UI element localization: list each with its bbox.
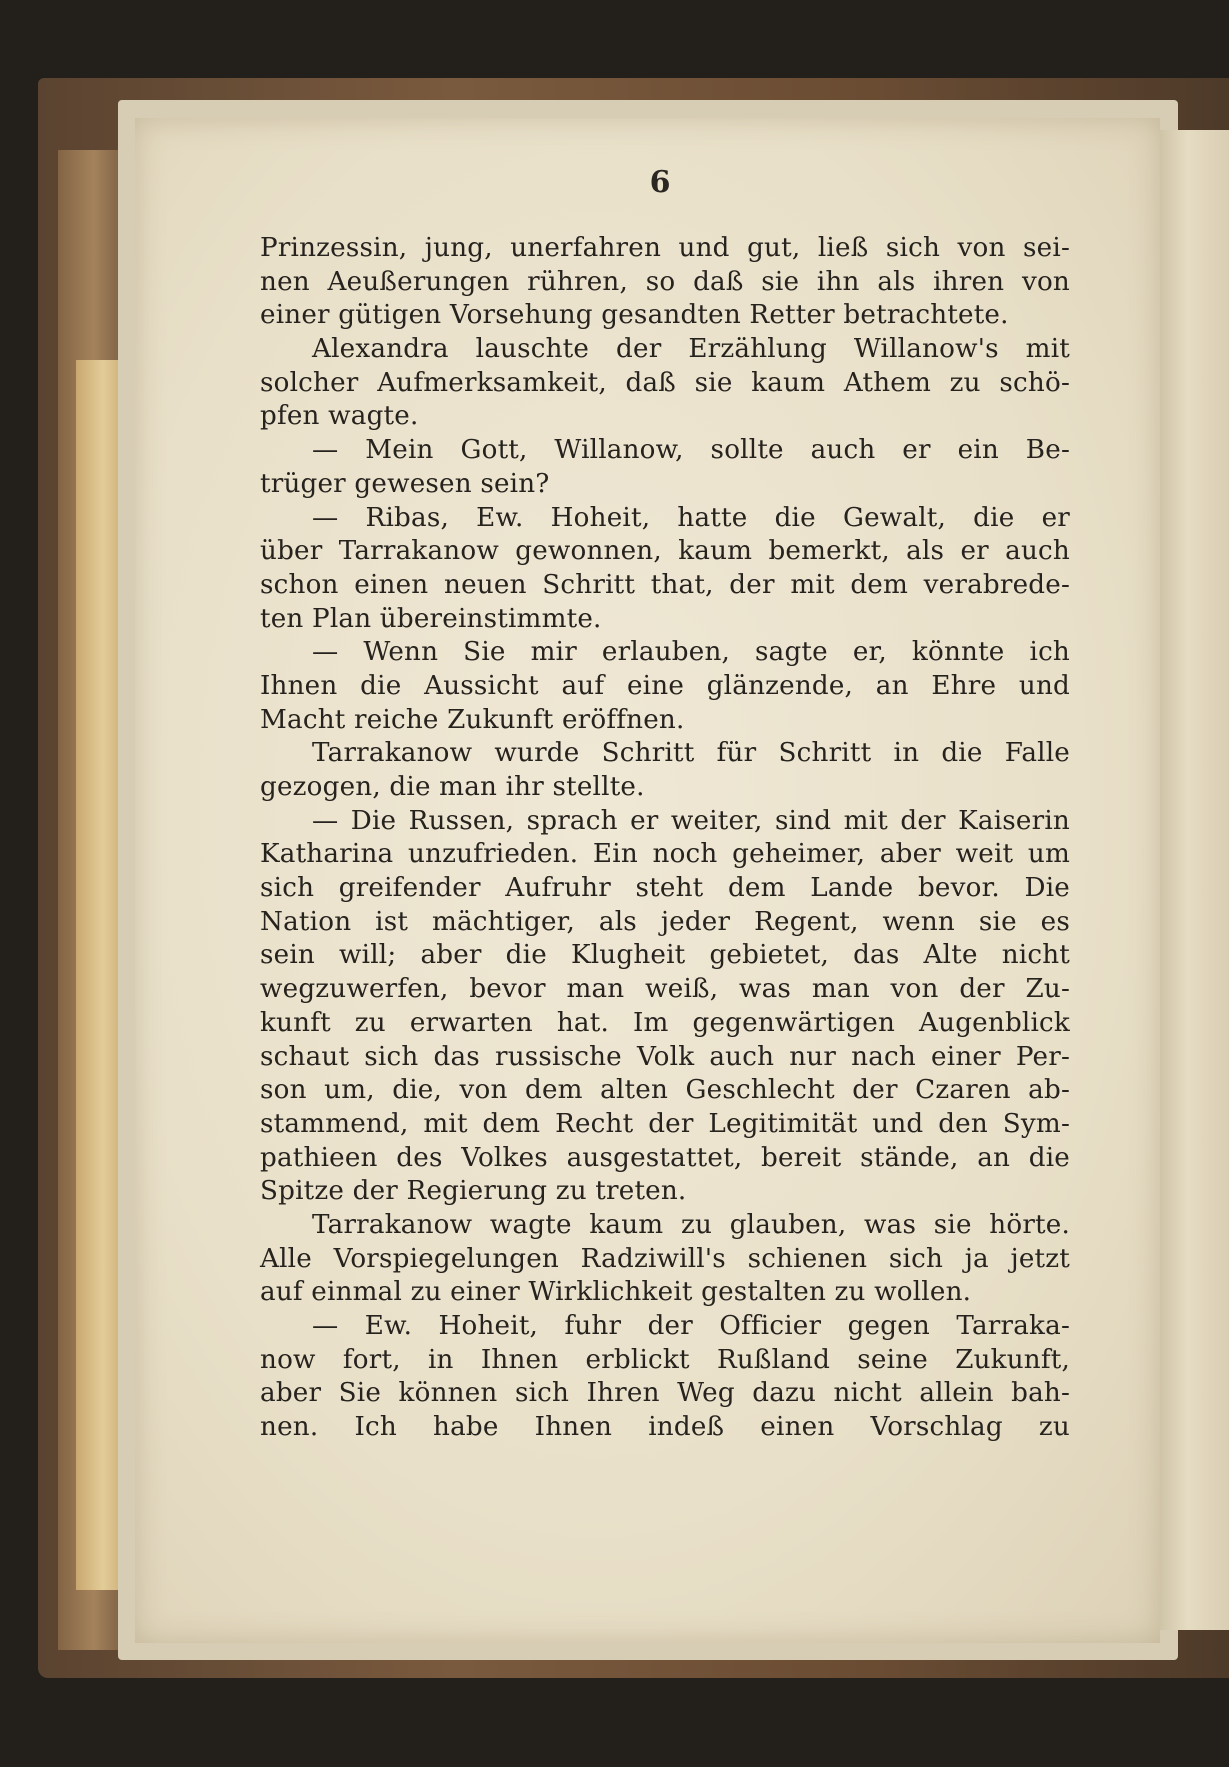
text-line: Macht reiche Zukunft eröffnen. [260, 704, 685, 735]
text-line: schon einen neuen Schritt that, der mit dem verabrede- [260, 569, 1070, 600]
text-line: einer gütigen Vorsehung gesandten Retter betrachtete. [260, 300, 1009, 331]
text-line: Alexandra lauschte der Erzählung Willanow's mit [312, 334, 1070, 365]
text-line: schaut sich das russische Volk auch nur nach einer Per- [260, 1041, 1070, 1072]
text-line: kunft zu erwarten hat. Im gegenwärtigen Augenblick [260, 1007, 1070, 1038]
text-line: über Tarrakanow gewonnen, kaum bemerkt, als er auch [260, 536, 1070, 567]
text-line: Katharina unzufrieden. Ein noch geheimer, aber weit um [260, 839, 1070, 870]
text-line: auf einmal zu einer Wirklichkeit gestalten zu wollen. [260, 1277, 972, 1308]
text-line: — Ribas, Ew. Hoheit, hatte die Gewalt, die er [312, 502, 1070, 533]
body-text [260, 232, 1070, 1445]
text-line: gezogen, die man ihr stellte. [260, 772, 645, 802]
text-line: trüger gewesen sein? [260, 468, 550, 499]
text-line: Nation ist mächtiger, als jeder Regent, wenn sie es [260, 906, 1070, 937]
text-line: — Wenn Sie mir erlauben, sagte er, könnte ich [312, 637, 1070, 668]
text-line: ten Plan übereinstimmte. [260, 603, 602, 634]
text-line: son um, die, von dem alten Geschlecht der Czaren ab- [260, 1075, 1070, 1106]
text-line: — Die Russen, sprach er weiter, sind mit der Kaiserin [312, 805, 1070, 836]
text-line: solcher Aufmerksamkeit, daß sie kaum Athem zu schö- [260, 367, 1070, 398]
text-line: Tarrakanow wagte kaum zu glauben, was sie hörte. [312, 1209, 1070, 1240]
text-line: Spitze der Regierung zu treten. [260, 1176, 687, 1207]
text-line: sein will; aber die Klugheit gebietet, das Alte nicht [260, 940, 1070, 971]
text-line: aber Sie können sich Ihren Weg dazu nicht allein bah- [260, 1378, 1070, 1409]
text-line: — Mein Gott, Willanow, sollte auch er ein Be- [312, 435, 1070, 466]
facing-page-edge [1160, 130, 1229, 1630]
text-line: Alle Vorspiegelungen Radziwill's schienen sich ja jetzt [260, 1243, 1070, 1274]
text-line: pathieen des Volkes ausgestattet, bereit stände, an die [260, 1142, 1070, 1173]
text-line: now fort, in Ihnen erblickt Rußland seine Zukunft, [260, 1344, 1070, 1375]
text-line: nen. Ich habe Ihnen indeß einen Vorschlag zu [260, 1412, 1070, 1443]
page-number: 6 [649, 165, 671, 200]
text-line: Ihnen die Aussicht auf eine glänzende, an Ehre und [260, 670, 1070, 701]
text-line: wegzuwerfen, bevor man weiß, was man von der Zu- [260, 974, 1070, 1005]
text-line: sich greifender Aufruhr steht dem Lande bevor. Die [260, 873, 1070, 904]
text-line: Prinzessin, jung, unerfahren und gut, ließ sich von sei- [260, 233, 1070, 263]
text-line: stammend, mit dem Recht der Legitimität und den Sym- [260, 1108, 1070, 1139]
text-line: pfen wagte. [260, 401, 419, 432]
text-line: nen Aeußerungen rühren, so daß sie ihn als ihren von [260, 266, 1070, 297]
text-line: Tarrakanow wurde Schritt für Schritt in die Falle [312, 738, 1070, 769]
text-line: — Ew. Hoheit, fuhr der Officier gegen Tarraka- [312, 1311, 1070, 1341]
